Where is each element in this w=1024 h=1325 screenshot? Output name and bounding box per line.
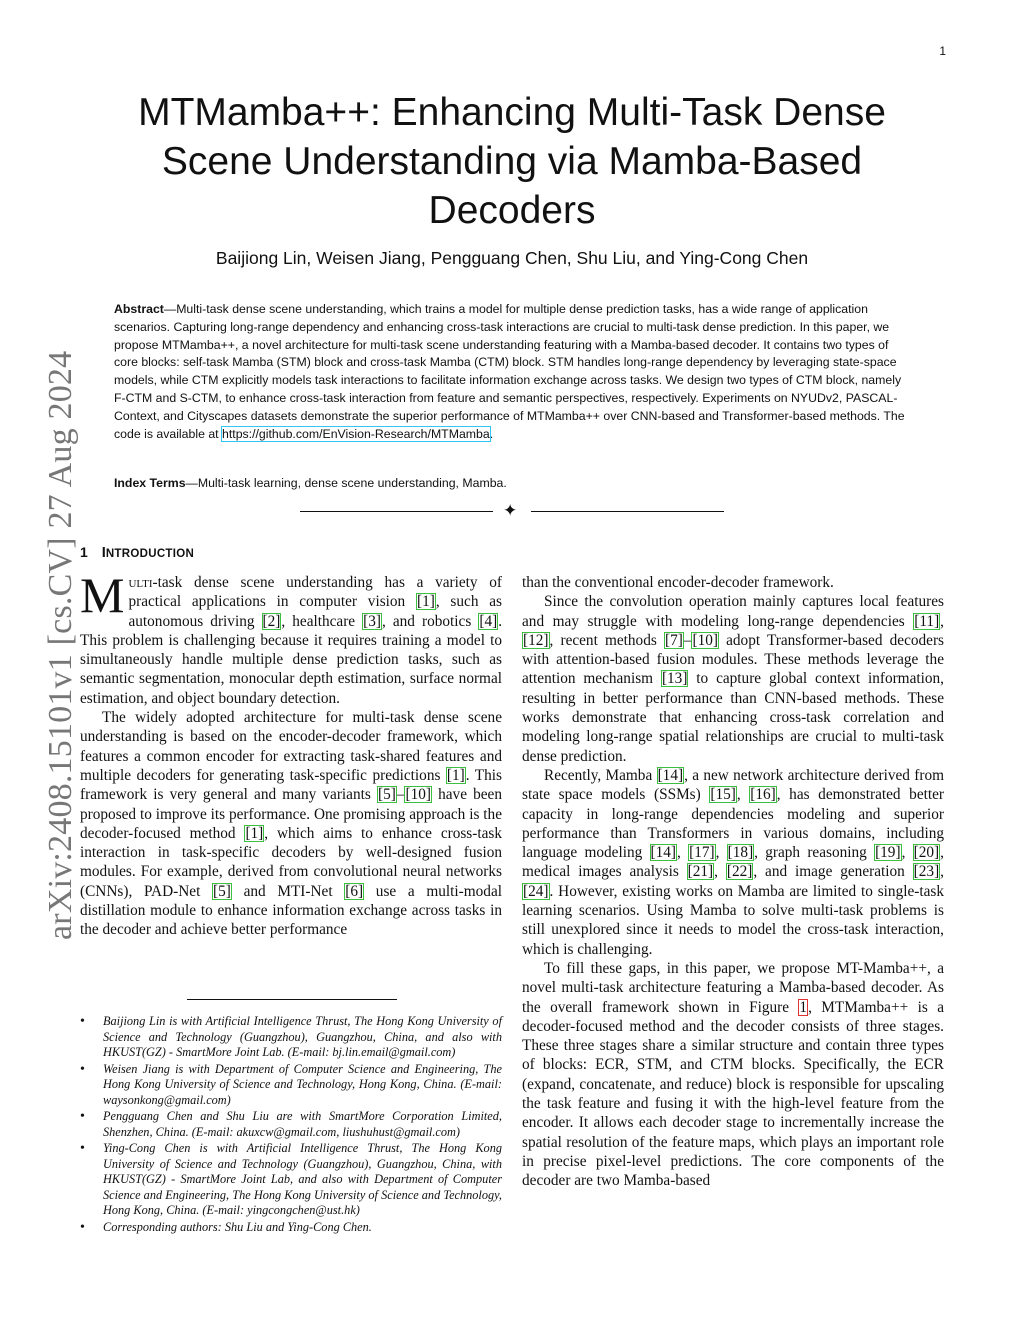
text-run: , has demonstrated better capacity in long-range dependencies modeling and superior performance than Transformers in various domains, including language modeling xyxy=(522,786,944,862)
citation-link[interactable]: [22] xyxy=(726,863,753,881)
citation-link[interactable]: [4] xyxy=(479,612,498,630)
citation-link[interactable]: [5] xyxy=(213,882,231,900)
citation-link[interactable]: [11] xyxy=(914,612,940,630)
citation-link[interactable]: [5] xyxy=(377,786,396,804)
text-run: , and robotics xyxy=(382,612,479,630)
text-run: , healthcare xyxy=(281,612,363,630)
citation-link[interactable]: [14] xyxy=(650,844,677,862)
text-run: , xyxy=(714,863,726,881)
text-run: , and image generation xyxy=(753,863,913,881)
diamond-icon: ✦ xyxy=(503,501,518,521)
abstract xyxy=(114,301,910,443)
citation-link[interactable]: [1] xyxy=(446,766,465,784)
footnote-item: • Corresponding authors: Shu Liu and Ying-Cong Chen. xyxy=(80,1220,502,1236)
text-run: . This framework is very general and many variants xyxy=(80,766,502,804)
text-run: Since the convolution operation mainly captures local features and may struggle with modeling long-range dependencies xyxy=(522,593,944,630)
text-run: , which aims to enhance cross-task interaction in task-specific decoders by well-designed fusion modules. For example, derived from convolutional neural networks (CNNs), PAD-Net xyxy=(80,824,502,900)
text-run: The widely adopted architecture for multi-task dense scene understanding is based on the encoder-decoder framework, which features a common encoder for extracting task-shared features and multiple decoders for generating task-specific predictions xyxy=(80,709,502,784)
intro-paragraph-1 xyxy=(80,567,503,708)
section-heading xyxy=(80,544,194,561)
text-run: have been proposed to improve its performance. One promising approach is the decoder-focused method xyxy=(80,786,502,842)
citation-link[interactable]: [24] xyxy=(523,882,549,900)
citation-link[interactable]: [17] xyxy=(689,844,715,862)
separator-line-left xyxy=(300,511,493,512)
index-terms xyxy=(114,476,507,490)
section-title-initial: I xyxy=(101,545,106,561)
drop-cap: M xyxy=(80,567,125,623)
text-run: , such as autonomous driving xyxy=(128,593,502,630)
author-list: Baijiong Lin, Weisen Jiang, Pengguang Chen, Shu Liu, and Ying-Cong Chen xyxy=(215,248,809,268)
text-run: , a new network architecture derived from state space models (SSMs) xyxy=(522,766,944,804)
citation-link[interactable]: [6] xyxy=(345,882,364,900)
citation-link[interactable]: [15] xyxy=(710,786,736,804)
citation-link[interactable]: [7] xyxy=(664,631,683,649)
text-run: To fill these gaps, in this paper, we propose MT-Mamba++, a novel multi-task architecture featuring a Mamba-based decoder. As the overall framework shown in Figure xyxy=(522,959,944,1016)
citation-link[interactable]: [2] xyxy=(262,612,281,630)
intro-paragraph-2 xyxy=(80,708,502,940)
right-column xyxy=(522,573,944,1191)
intro-paragraph-3 xyxy=(522,592,944,766)
text-run: – xyxy=(683,631,692,649)
citation-link[interactable]: [23] xyxy=(913,863,940,881)
figure-link[interactable]: 1 xyxy=(799,998,808,1016)
text-run: , xyxy=(940,863,944,881)
intro-paragraph-continued: than the conventional encoder-decoder framework. xyxy=(522,574,834,591)
text-run: use a multi-modal distillation module to enhance information exchange across tasks in the decoder and achieve better performance xyxy=(80,882,502,939)
left-column xyxy=(80,567,503,940)
text-run: and MTI-Net xyxy=(231,882,345,900)
citation-link[interactable]: [10] xyxy=(405,786,431,804)
text-run: , xyxy=(901,844,913,862)
footnote-rule xyxy=(187,999,397,1000)
text-run: -task dense scene understanding has a variety of practical applications in computer vision xyxy=(128,574,502,611)
citation-link[interactable]: [1] xyxy=(245,824,264,842)
separator-line-right xyxy=(531,511,724,512)
footnote-item: • Baijiong Lin is with Artificial Intelligence Thrust, The Hong Kong University of Science and Technology (Guangzhou), Guangzhou, China, and also with HKUST(GZ) - SmartMore Joint Lab. (E-mail: bj.lin.email@gmail.com) xyxy=(80,1014,502,1061)
citation-link[interactable]: [1] xyxy=(416,593,435,611)
citation-link[interactable]: [21] xyxy=(687,863,714,881)
text-run: . This problem is challenging because it requires training a model to simultaneously handle multiple dense prediction tasks, such as semantic segmentation, monocular depth estimation, surface normal estimation, and object boundary detection. xyxy=(80,612,503,707)
text-run: . However, existing works on Mamba are limited to single-task learning scenarios. Using Mamba to solve multi-task problems is still unexplored since it needs to model the cross-task interaction, which is challenging. xyxy=(522,882,944,958)
abstract-label: Abstract xyxy=(114,302,164,316)
index-terms-label: Index Terms xyxy=(114,476,186,490)
text-run: , xyxy=(736,786,750,804)
page-number: 1 xyxy=(939,44,946,58)
intro-paragraph-5 xyxy=(522,959,944,1191)
footnote-item: • Ying-Cong Chen is with Artificial Intelligence Thrust, The Hong Kong University of Science and Technology (Guangzhou), Guangzhou, China, with HKUST(GZ) - SmartMore Joint Lab, and also with Department of Computer Science and Engineering, The Hong Kong University of Science and Technology, Hong Kong, China. (E-mail: yingcongchen@ust.hk) xyxy=(80,1141,502,1219)
abstract-end: . xyxy=(489,426,494,441)
arxiv-stamp: arXiv:2408.15101v1 [cs.CV] 27 Aug 2024 xyxy=(42,350,79,940)
code-link[interactable]: https://github.com/EnVision-Research/MTMamba xyxy=(222,426,490,441)
citation-link[interactable]: [18] xyxy=(727,844,754,862)
text-run: adopt Transformer-based decoders with attention-based fusion modules. These methods leverage the attention mechanism xyxy=(522,631,944,688)
text-run: to capture global context information, resulting in better performance than CNN-based methods. These works demonstrate that enhancing cross-task correlation and modeling long-range spatial relationships are crucial to multi-task dense prediction. xyxy=(522,670,944,765)
citation-link[interactable]: [16] xyxy=(750,786,776,804)
section-separator xyxy=(300,502,724,522)
text-run: , xyxy=(677,844,689,862)
citation-link[interactable]: [13] xyxy=(661,670,688,688)
citation-link[interactable]: [20] xyxy=(913,844,940,862)
abstract-text: —Multi-task dense scene understanding, which trains a model for multiple dense prediction tasks, has a wide range of application scenarios. Capturing long-range dependency and enhancing cross-task interactions are crucial to multi-task dense prediction. In this paper, we propose MTMamba++, a novel architecture for multi-task scene understanding featuring with a Mamba-based decoder. It contains two types of core blocks: self-task Mamba (STM) block and cross-task Mamba (CTM) block. STM handles long-range dependency by leveraging state-space models, while CTM explicitly models task interactions to facilitate information exchange across tasks. We design two types of CTM block, namely F-CTM and S-CTM, to enhance cross-task interaction from feature and semantic perspectives, respectively. Experiments on NYUDv2, PASCAL-Context, and Cityscapes datasets demonstrate the superior performance of MTMamba++ over CNN-based and Transformer-based methods. The code is available at xyxy=(114,302,905,441)
text-run: , recent methods xyxy=(549,631,664,649)
text-run: – xyxy=(396,786,405,804)
text-run: , xyxy=(940,612,944,630)
section-title-rest: NTRODUCTION xyxy=(105,548,195,560)
citation-link[interactable]: [12] xyxy=(523,631,549,649)
footnote-item: • Weisen Jiang is with Department of Computer Science and Engineering, The Hong Kong University of Science and Technology, Hong Kong, China. (E-mail: waysonkong@gmail.com) xyxy=(80,1062,502,1109)
index-terms-text: —Multi-task learning, dense scene understanding, Mamba. xyxy=(185,476,507,490)
citation-link[interactable]: [19] xyxy=(875,844,901,862)
citation-link[interactable]: [3] xyxy=(363,612,381,630)
footnote-item: • Pengguang Chen and Shu Liu are with SmartMore Corporation Limited, Shenzhen, China. (E-mail: akuxcw@gmail.com, liushuhust@gmail.com) xyxy=(80,1109,502,1140)
text-run: , MTMamba++ is a decoder-focused method and the decoder consists of three stages. These three stages share a similar structure and contain three types of blocks: ECR, STM, and CTM blocks. Specifically, the ECR (expand, concatenate, and reduce) block is responsible for upscaling the task feature and fusing it with the high-level feature from the encoder. It allows each decoder stage to incrementally increase the spatial resolution of the feature maps, which plays an important role in precise pixel-level predictions. The core components of the decoder are two Mamba-based xyxy=(522,998,944,1190)
paper-title: MTMamba++: Enhancing Multi-Task Dense Scene Understanding via Mamba-Based Decoders xyxy=(138,91,886,232)
citation-link[interactable]: [14] xyxy=(657,766,684,784)
footnote-list xyxy=(80,1014,502,1236)
citation-link[interactable]: [10] xyxy=(692,631,718,649)
text-run: , graph reasoning xyxy=(754,844,875,862)
intro-paragraph-4 xyxy=(522,766,944,959)
text-run: , xyxy=(715,844,727,862)
text-run: Recently, Mamba xyxy=(544,766,657,784)
section-number: 1 xyxy=(80,544,88,560)
text-run: , medical images analysis xyxy=(522,844,944,881)
smallcaps-word: ulti xyxy=(128,574,153,591)
